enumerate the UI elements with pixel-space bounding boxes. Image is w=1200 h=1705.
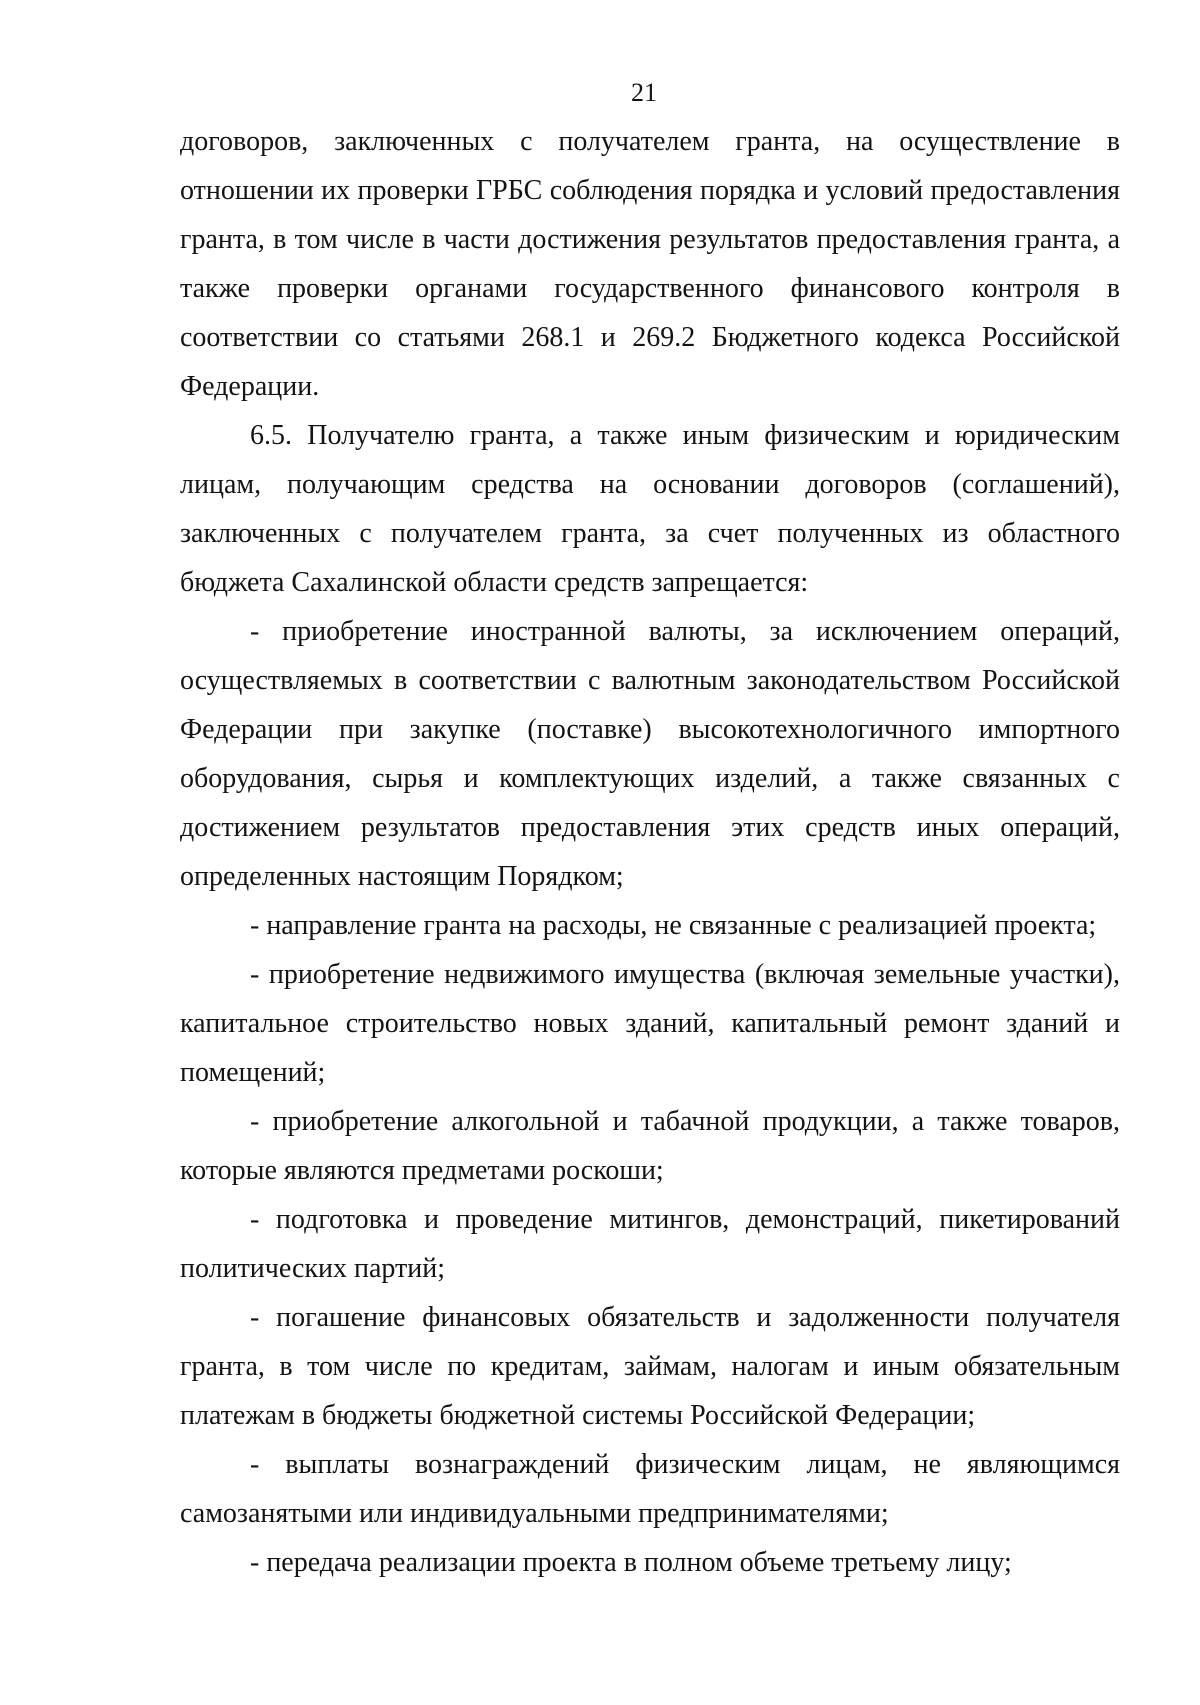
paragraph-continuation: договоров, заключенных с получателем гранта, на осуществление в отношении их проверки ГРБС соблюдения порядка и условий предоставления гранта, в том числе в части достижения результатов предоставления гранта, а также проверки органами государственного финансового контроля в соответствии со статьями 268.1 и 269.2 Бюджетного кодекса Российской Федерации. xyxy=(180,126,1120,402)
list-item-debt-repayment: - погашение финансовых обязательств и задолженности получателя гранта, в том числе по кредитам, займам, налогам и иным обязательным платежам в бюджеты бюджетной системы Российской Федерации; xyxy=(180,1302,1120,1431)
list-item-real-estate: - приобретение недвижимого имущества (включая земельные участки), капитальное строительство новых зданий, капитальный ремонт зданий и помещений; xyxy=(180,959,1120,1088)
list-item-individual-payments: - выплаты вознаграждений физическим лицам, не являющимся самозанятыми или индивидуальными предпринимателями; xyxy=(180,1449,1120,1529)
page-number: 21 xyxy=(631,78,657,107)
paragraph-clause-6-5: 6.5. Получателю гранта, а также иным физическим и юридическим лицам, получающим средства на основании договоров (соглашений), заключенных с получателем гранта, за счет полученных из областного бюджета Сахалинской области средств запрещается: xyxy=(180,420,1120,598)
document-body xyxy=(180,117,1120,1587)
list-item-political-events: - подготовка и проведение митингов, демонстраций, пикетирований политических партий; xyxy=(180,1204,1120,1284)
list-item-third-party-transfer: - передача реализации проекта в полном объеме третьему лицу; xyxy=(250,1547,1012,1578)
list-item-unrelated-expenses: - направление гранта на расходы, не связанные с реализацией проекта; xyxy=(250,910,1097,941)
list-item-alcohol-tobacco: - приобретение алкогольной и табачной продукции, а также товаров, которые являются предметами роскоши; xyxy=(180,1106,1120,1186)
list-item-foreign-currency: - приобретение иностранной валюты, за исключением операций, осуществляемых в соответствии с валютным законодательством Российской Федерации при закупке (поставке) высокотехнологичного импортного оборудования, сырья и комплектующих изделий, а также связанных с достижением результатов предоставления этих средств иных операций, определенных настоящим Порядком; xyxy=(180,616,1120,892)
